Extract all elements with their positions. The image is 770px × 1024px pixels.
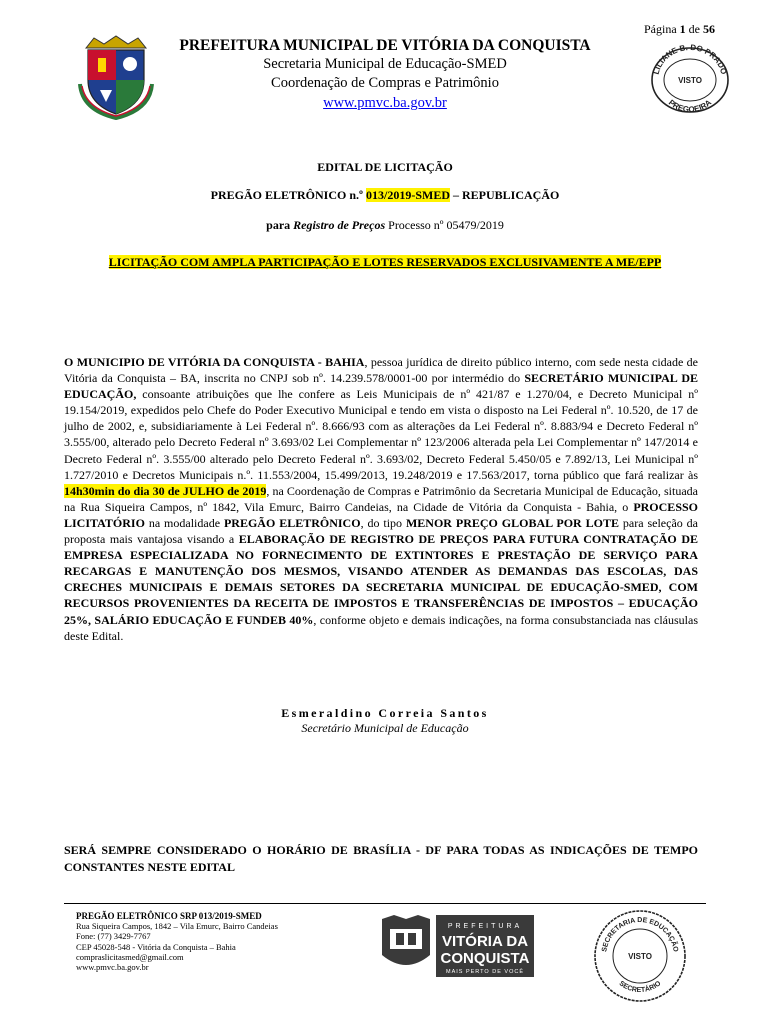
modalidade: PREGÃO ELETRÔNICO <box>223 515 361 530</box>
page-label: Página <box>644 22 677 36</box>
stamp-bottom-visto: VISTO <box>628 952 652 961</box>
text-run: , pessoa jurídica de direito público interno, com sede nesta cidade de Vitória da Conquista – BA, inscrita no CNPJ sob nº. 14.239.578/0001-00 por intermédio do <box>64 355 698 386</box>
footer-info <box>76 911 326 972</box>
processo-licitatorio: PROCESSO LICITATÓRIO <box>64 499 698 530</box>
footer-email: compraslicitasmed@gmail.com <box>76 951 184 962</box>
signatory-title: Secretário Municipal de Educação <box>301 721 469 735</box>
svg-text:PREGOEIRA <box>667 98 713 114</box>
pregao-number: 013/2019-SMED <box>365 188 450 202</box>
page-current: 1 <box>679 22 686 36</box>
horario-notice: SERÁ SEMPRE CONSIDERADO O HORÁRIO DE BRASÍLIA - DF PARA TODAS AS INDICAÇÕES DE TEMPO CONSTANTES NESTE EDITAL <box>64 843 698 874</box>
registro-precos: Registro de Preços <box>293 218 386 232</box>
pregao-line <box>60 188 710 203</box>
stamp-name: LILIANE B. DO PRADO <box>651 44 729 76</box>
logo-city-line2: CONQUISTA <box>440 950 530 967</box>
coat-of-arms-icon <box>78 34 154 120</box>
edital-heading: EDITAL DE LICITAÇÃO <box>317 160 453 174</box>
text-run: , conforme objeto e demais indicações, na forma consubstanciada nas cláusulas deste Edital. <box>64 612 698 643</box>
text-run: , do tipo <box>360 515 406 530</box>
footer-divider <box>64 903 706 904</box>
signatory-name: Esmeraldino Correia Santos <box>281 706 489 720</box>
pregoeira-stamp <box>648 44 732 114</box>
stamp-role: PREGOEIRA <box>666 97 714 114</box>
tipo-licitacao: MENOR PREÇO GLOBAL POR LOTE <box>405 515 619 530</box>
pregao-prefix: PREGÃO ELETRÔNICO n.º <box>210 188 363 202</box>
logo-prefeitura: PREFEITURA <box>447 923 523 930</box>
header-website-link[interactable]: www.pmvc.ba.gov.br <box>323 95 447 111</box>
logo-city-line1: VITÓRIA DA <box>441 933 529 950</box>
footer-cep: CEP 45028-548 - Vitória da Conquista – Bahia <box>76 941 236 952</box>
session-datetime: 14h30min do dia 30 de JULHO de 2019 <box>64 483 267 498</box>
text-run: na modalidade <box>144 515 224 530</box>
header-title: PREFEITURA MUNICIPAL DE VITÓRIA DA CONQUISTA <box>179 37 591 54</box>
text-run: para seleção da proposta mais vantajosa visando a <box>64 515 699 547</box>
objeto: ELABORAÇÃO DE REGISTRO DE PREÇOS PARA FUTURA CONTRATAÇÃO DE EMPRESA ESPECIALIZADA NO FORNECIMENTO DE EXTINTORES E PRESTAÇÃO DE SERVIÇO PARA RECARGAS E MANUTENÇÃO DOS MESMOS, VISANDO ATENDER AS DEMANDAS DAS ESCOLAS, DAS CRECHES MUNICIPAIS E DEMAIS SETORES DA SECRETARIA MUNICIPAL DE EDUCAÇÃO-SMED, COM RECURSOS PROVENIENTES DA RECEITA DE IMPOSTOS E TRANSFERÊNCIAS DE IMPOSTOS – EDUCAÇÃO 25%, SALÁRIO EDUCAÇÃO E FUNDEB 40% <box>64 532 698 627</box>
logo-tagline: MAIS PERTO DE VOCÊ <box>445 969 525 975</box>
header-coordenacao: Coordenação de Compras e Patrimônio <box>271 75 499 91</box>
pregao-suffix: – REPUBLICAÇÃO <box>452 188 560 202</box>
text-run: , na Coordenação de Compras e Patrimônio da Secretaria Municipal de Educação, situada na Rua Siqueira Campos, nº 1842, Vila Emurc, Bairro Candeias, na Cidade de Vitória da Conquista - Bahia, o <box>64 483 698 514</box>
registro-line <box>60 218 710 233</box>
processo-number: Processo nº 05479/2019 <box>388 218 504 232</box>
preamble-paragraph <box>64 354 698 644</box>
municipio-name: O MUNICIPIO DE VITÓRIA DA CONQUISTA - BAHIA <box>64 355 365 369</box>
footer-title: PREGÃO ELETRÔNICO SRP 013/2019-SMED <box>76 911 262 921</box>
svg-text:SECRETARIA DE EDUCAÇÃO <box>601 917 679 953</box>
licitacao-banner <box>80 255 690 270</box>
header-secretaria: Secretaria Municipal de Educação-SMED <box>263 56 507 72</box>
prefeitura-logo <box>378 915 538 977</box>
page-of: de <box>688 22 700 36</box>
svg-text:LILIANE B. DO PRADO <box>652 44 729 75</box>
footer-site: www.pmvc.ba.gov.br <box>76 962 149 973</box>
logo-emblem-icon <box>382 915 430 965</box>
text-run: consoante atribuições que lhe confere as Leis Municipais de nº 421/87 e 1.270/04, e Decreto Municipal nº 19.154/2019, expedidos pelo Chefe do Poder Executivo Municipal e tendo em vista o disposto na Lei Federal nº. 10.520, de 17 de julho de 2002, e, subsidiariamente à Lei Federal nº. 8.666/93 com as alterações da Lei Federal nº. 8.883/94 e Decreto Federal nº 3.555/00, alterado pelo Decreto Federal nº 3.693/02 Lei Complementar nº 123/2006 alterada pela Lei Complementar nº 147/2014 e Decreto Federal nº. 3.555/00 alterado pelo Decreto Federal nº. 3.693/02, Decreto Federal 5.450/05 e 7.892/13, Lei Municipal nº 1.727/2010 e Decretos Municipais n.º. 11.553/2004, 15.499/2013, 19.248/2019 e 17.563/2017, torna público que fará realizar às <box>64 387 698 482</box>
stamp-visto: VISTO <box>678 76 702 85</box>
secretario-title: SECRETÁRIO MUNICIPAL DE EDUCAÇÃO, <box>64 371 698 402</box>
stamp-secretaria: SECRETARIA DE EDUCAÇÃO <box>601 916 679 953</box>
banner-text: LICITAÇÃO COM AMPLA PARTICIPAÇÃO E LOTES RESERVADOS EXCLUSIVAMENTE A ME/EPP <box>108 255 662 269</box>
registro-para: para <box>266 218 291 232</box>
secretaria-stamp <box>592 908 688 1004</box>
footer-phone: Fone: (77) 3429-7767 <box>76 931 151 942</box>
svg-text:SECRETÁRIO <box>618 980 663 994</box>
page-total: 56 <box>703 22 715 36</box>
page-number <box>590 22 715 37</box>
footer-address: Rua Siqueira Campos, 1842 – Vila Emurc, Bairro Candeias <box>76 921 278 932</box>
document-header <box>170 36 600 113</box>
stamp-secretario: SECRETÁRIO <box>617 980 663 995</box>
signature-block <box>60 706 710 736</box>
